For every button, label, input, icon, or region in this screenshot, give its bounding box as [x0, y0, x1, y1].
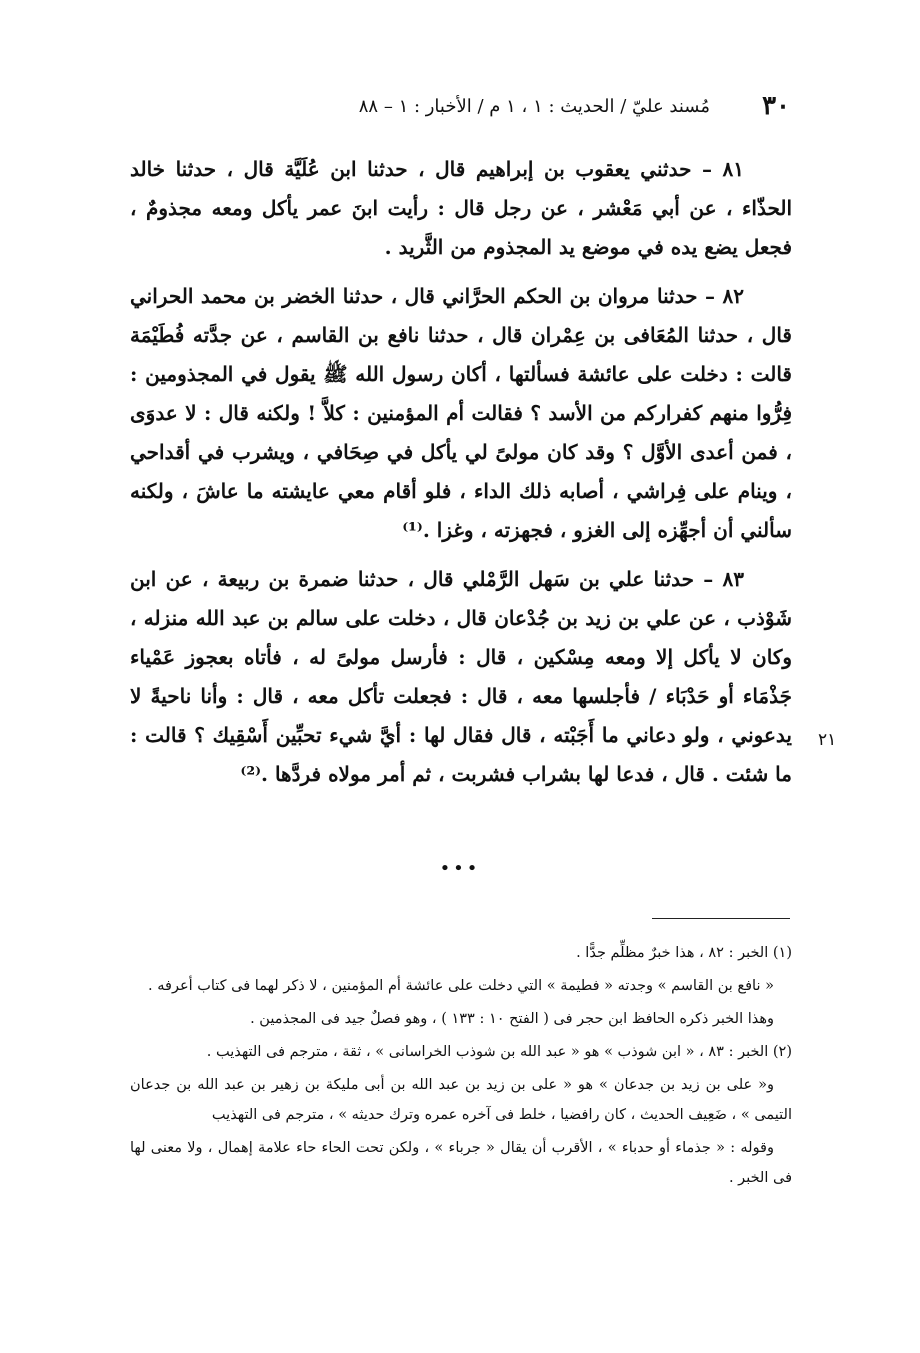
hadith-number: ٨١ – — [701, 157, 744, 181]
hadith-number: ٨٢ – — [705, 284, 744, 308]
page-number: ٣٠ — [762, 91, 790, 121]
running-title: مُسند عليّ / الحديث : ١ ، ١ م / الأخبار : ١ – ٨٨ — [358, 96, 710, 117]
footnote-1-note-b: وهذا الخبر ذكره الحافظ ابن حجر فى ( الفتح ١٠ : ١٣٣ ) ، وهو فصلٌ جيد فى المجذمين . — [250, 1011, 774, 1027]
hadith-text: حدثنا مروان بن الحكم الحرَّاني قال ، حدثنا الخضر بن محمد الحراني قال ، حدثنا المُعَافى بن عِمْران قال ، حدثنا نافع بن القاسم ، عن جدَّته فُطَيْمَة قالت : دخلت على عائشة فسألتها ، أكان رسول الله ﷺ يقول في المجذومين : فِرُّوا منهم كفراركم من الأسد ؟ فقالت أم المؤمنين : كلاَّ ! ولكنه قال : لا عدوَى ، فمن أعدى الأوَّل ؟ وقد كان مولىً لي يأكل في صِحَافي ، ويشرب في أقداحي ، وينام على فِراشي ، أصابه ذلك الداء ، فلو أقام معي عايشته ما عاشَ ، ولكنه سألني أن أجهِّزه إلى الغزو ، فجهزته ، وغزا .⁽¹⁾ — [130, 284, 793, 542]
hadith-text: حدثني يعقوب بن إبراهيم قال ، حدثنا ابن عُلَيَّة قال ، حدثنا خالد الحذّاء ، عن أبي مَعْشر ، عن رجل قال : رأيت ابنَ عمر يأكل ومعه مجذومٌ ، فجعل يضع يده في موضع يد المجذوم من الثَّريد . — [130, 157, 792, 259]
margin-page-reference: ٢١ — [818, 730, 837, 750]
footnote-1: (١) الخبر : ٨٢ ، هذا خبرٌ مظلِّم جدًّا . — [576, 945, 792, 961]
main-text — [130, 150, 792, 804]
section-separator: ••• — [439, 858, 481, 879]
hadith-text: حدثنا علي بن سَهل الرَّمْلي قال ، حدثنا ضمرة بن ربيعة ، عن ابن شَوْذب ، عن علي بن زيد بن جُدْعان قال ، دخلت على سالم بن عبد الله منزله ، وكان لا يأكل إلا ومعه مِسْكين ، قال : فأرسل مولىً له ، فأتاه بعجوز عَمْياء جَذْمَاء أو حَدْبَاء / فأجلسها معه ، قال : فجعلت تأكل معه ، قال : وأنا ناحيةً لا يدعوني ، ولو دعاني ما أَجَبْته ، قال فقال لها : أيَّ شيء تحبِّين أَسْقِيك ؟ قالت : ما شئت . قال ، فدعا لها بشراب فشربت ، ثم أمر مولاه فردَّها .⁽²⁾ — [130, 567, 792, 786]
footnote-divider — [652, 918, 790, 919]
hadith-83 — [130, 560, 792, 794]
footnotes — [130, 938, 792, 1196]
hadith-number: ٨٣ – — [703, 567, 744, 591]
hadith-82 — [130, 277, 792, 550]
hadith-81 — [130, 150, 792, 267]
page-header — [130, 88, 790, 124]
footnote-1-note-a: « نافع بن القاسم » وجدته « فطيمة » التي دخلت على عائشة أم المؤمنين ، لا ذكر لهما فى كتاب أعرفه . — [148, 978, 774, 994]
footnote-2-note-b: وقوله : « جذماء أو حدباء » ، الأقرب أن يقال « جرباء » ، ولكن تحت الحاء حاء علامة إهمال ، ولا معنى لها فى الخبر . — [130, 1140, 792, 1186]
footnote-2: (٢) الخبر : ٨٣ ، « ابن شوذب » هو « عبد الله بن شوذب الخراسانى » ، ثقة ، مترجم فى التهذيب . — [206, 1044, 792, 1060]
footnote-2-note-a: و« على بن زيد بن جدعان » هو « على بن زيد بن عبد الله بن أبى مليكة بن زهير بن عبد الله بن جدعان التيمى » ، ضَعِيف الحديث ، كان رافضيا ، خلط فى آخره عمره وترك حديثه » ، مترجم فى التهذيب — [130, 1077, 792, 1123]
